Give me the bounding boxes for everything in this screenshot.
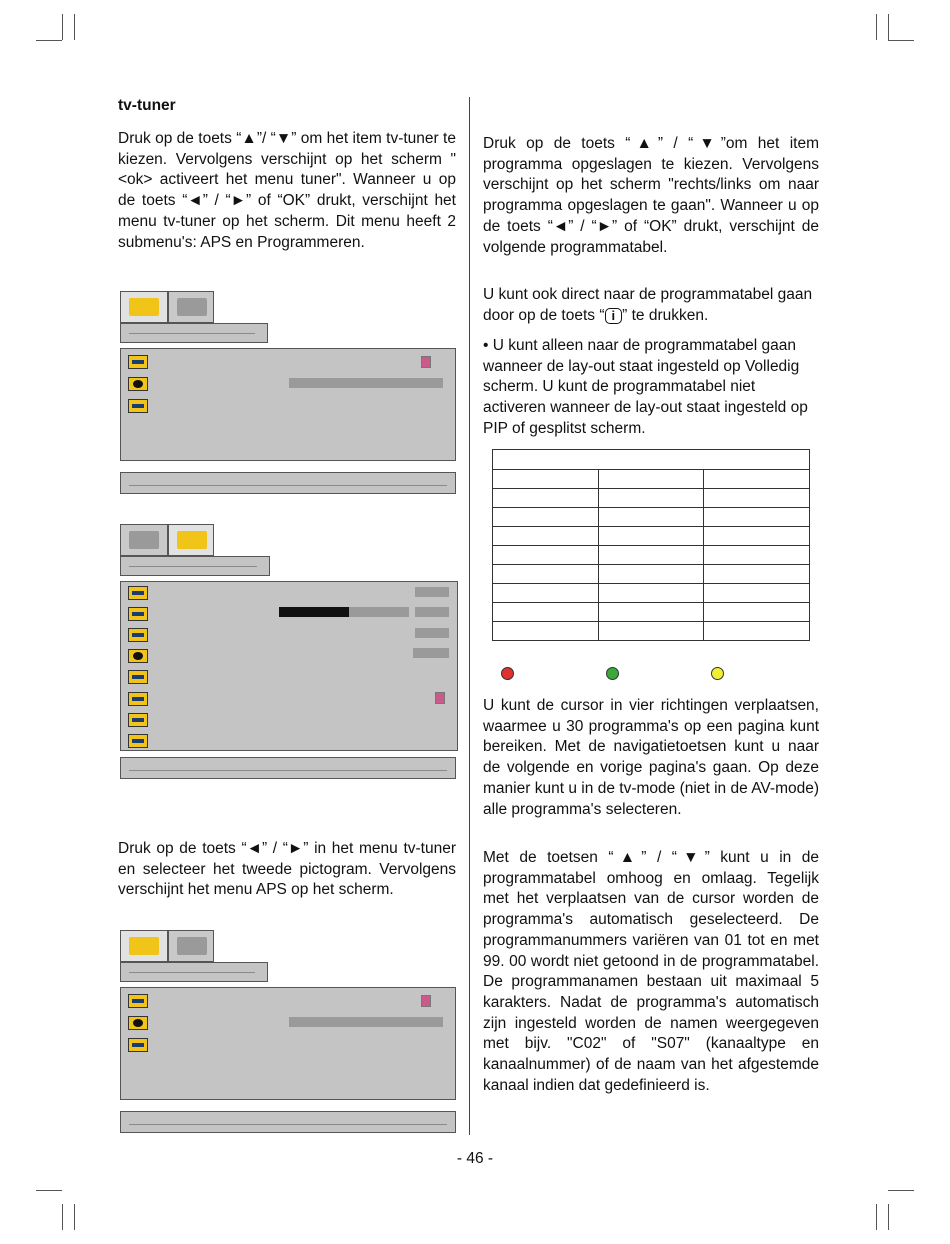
menu-row-icon xyxy=(128,399,148,413)
menu-row-icon xyxy=(128,734,148,748)
menu-row-icon xyxy=(128,586,148,600)
table-row xyxy=(493,622,810,641)
value-bar xyxy=(413,648,449,658)
submenu-arrow-icon xyxy=(421,995,431,1007)
value-bar xyxy=(289,1017,443,1027)
menu-title-box xyxy=(120,962,268,982)
direct-access-text-b: ” te drukken. xyxy=(622,306,709,324)
program-table-header xyxy=(493,450,810,470)
table-row xyxy=(493,603,810,622)
menu-row-icon xyxy=(128,607,148,621)
section-heading: tv-tuner xyxy=(118,97,176,114)
aps-icon xyxy=(177,298,207,316)
info-key-icon: i xyxy=(605,308,623,324)
table-row xyxy=(493,584,810,603)
crop-mark xyxy=(876,1204,877,1230)
menu-status-box xyxy=(120,472,456,494)
menu-row-icon xyxy=(128,377,148,391)
menu-title-box xyxy=(120,556,270,576)
tab-tuner xyxy=(120,291,168,323)
crop-mark xyxy=(888,1204,889,1230)
crop-mark xyxy=(888,40,914,41)
table-row xyxy=(493,508,810,527)
crop-mark xyxy=(74,1204,75,1230)
menu-row-icon xyxy=(128,692,148,706)
menu-row-icon xyxy=(128,670,148,684)
menu-status-box xyxy=(120,757,456,779)
menu-row-icon xyxy=(128,1038,148,1052)
value-bar xyxy=(349,607,409,617)
tuner-icon xyxy=(129,298,159,316)
program-icon xyxy=(177,531,207,549)
crop-mark xyxy=(888,1190,914,1191)
yellow-button-icon xyxy=(711,667,724,680)
menu-row-icon xyxy=(128,713,148,727)
crop-mark xyxy=(888,14,889,40)
tab-aps xyxy=(168,291,214,323)
crop-mark xyxy=(74,14,75,40)
table-row xyxy=(493,470,810,489)
tuner-icon xyxy=(129,531,159,549)
aps-icon xyxy=(177,937,207,955)
tv-tuner-menu-screenshot-1 xyxy=(120,291,456,496)
table-row xyxy=(493,527,810,546)
menu-panel xyxy=(120,348,456,461)
crop-mark xyxy=(876,14,877,40)
aps-paragraph: Druk op de toets “◄” / “►” in het menu tv-tuner en selecteer het tweede pictogram. Vervolgens verschijnt het menu APS op het scherm. xyxy=(118,840,456,899)
navigation-paragraph: Met de toetsen “▲” / “▼” kunt u in de programmatabel omhoog en omlaag. Tegelijk met het verplaatsen van de cursor worden de programma's automatisch geselecteerd. De programmanummers variëren van 01 tot en met 99. 00 wordt niet getoond in de programmatabel. De programmanamen bestaan uit maximaal 5 karakters. Nadat de programma's automatisch zijn ingesteld worden de namen weergegeven met bijv. "C02" of "S07" (kanaaltype en kanaalnummer) of de naam van het afgestemde kanaal indien dat gedefinieerd is. xyxy=(483,849,819,1094)
green-button-icon xyxy=(606,667,619,680)
value-bar xyxy=(279,607,349,617)
menu-panel xyxy=(120,987,456,1100)
layout-note-bullet: • U kunt alleen naar de programmatabel gaan wanneer de lay-out staat ingesteld op Volledig scherm. U kunt de programmatabel niet activeren wanneer de lay-out staat ingesteld op PIP of gesplitst scherm. xyxy=(483,337,808,437)
tuner-icon xyxy=(129,937,159,955)
menu-row-icon xyxy=(128,649,148,663)
menu-row-icon xyxy=(128,355,148,369)
crop-mark xyxy=(62,14,63,40)
tv-tuner-menu-screenshot-2 xyxy=(120,524,458,780)
submenu-arrow-icon xyxy=(435,692,445,704)
menu-status-box xyxy=(120,1111,456,1133)
table-row xyxy=(493,565,810,584)
intro-paragraph: Druk op de toets “▲”/ “▼” om het item tv-tuner te kiezen. Vervolgens verschijnt op het scherm "<ok> activeert het menu tuner". Wanneer u op de toets “◄” / “►” of “OK” drukt, verschijnt het menu tv-tuner op het scherm. Dit menu heeft 2 submenu's: APS en Programmeren. xyxy=(118,130,456,251)
crop-mark xyxy=(36,1190,62,1191)
value-bar xyxy=(415,628,449,638)
tab-tuner xyxy=(120,524,168,556)
menu-title-box xyxy=(120,323,268,343)
value-bar xyxy=(415,587,449,597)
submenu-arrow-icon xyxy=(421,356,431,368)
direct-access-text-a: U kunt ook direct naar de programmatabel gaan door op de toets “ xyxy=(483,286,813,324)
cursor-paragraph: U kunt de cursor in vier richtingen verplaatsen, waarmee u 30 programma's op een pagina kunt bereiken. Met de navigatietoetsen kunt u naar de volgende en vorige pagina's gaan. Op deze manier kunt u in de tv-mode (niet in de AV-mode) alle programma's selecteren. xyxy=(483,697,819,818)
column-divider xyxy=(469,97,470,1135)
table-row xyxy=(493,489,810,508)
crop-mark xyxy=(62,1204,63,1230)
tab-aps xyxy=(168,930,214,962)
menu-panel xyxy=(120,581,458,751)
value-bar xyxy=(415,607,449,617)
menu-row-icon xyxy=(128,1016,148,1030)
program-table xyxy=(492,449,810,641)
program-saved-paragraph: Druk op de toets “▲” / “▼”om het item programma opgeslagen te kiezen. Vervolgens verschijnt op het scherm "rechts/links om naar programma opgeslagen te gaan". Wanneer u op de toets “◄” / “►” of “OK” drukt, verschijnt de volgende programmatabel. xyxy=(483,135,819,256)
red-button-icon xyxy=(501,667,514,680)
tv-tuner-menu-screenshot-3 xyxy=(120,930,456,1135)
menu-row-icon xyxy=(128,628,148,642)
tab-tuner xyxy=(120,930,168,962)
value-bar xyxy=(289,378,443,388)
tab-program xyxy=(168,524,214,556)
menu-row-icon xyxy=(128,994,148,1008)
page-number: - 46 - xyxy=(456,1150,494,1167)
table-row xyxy=(493,546,810,565)
direct-access-paragraph xyxy=(483,285,819,326)
crop-mark xyxy=(36,40,62,41)
